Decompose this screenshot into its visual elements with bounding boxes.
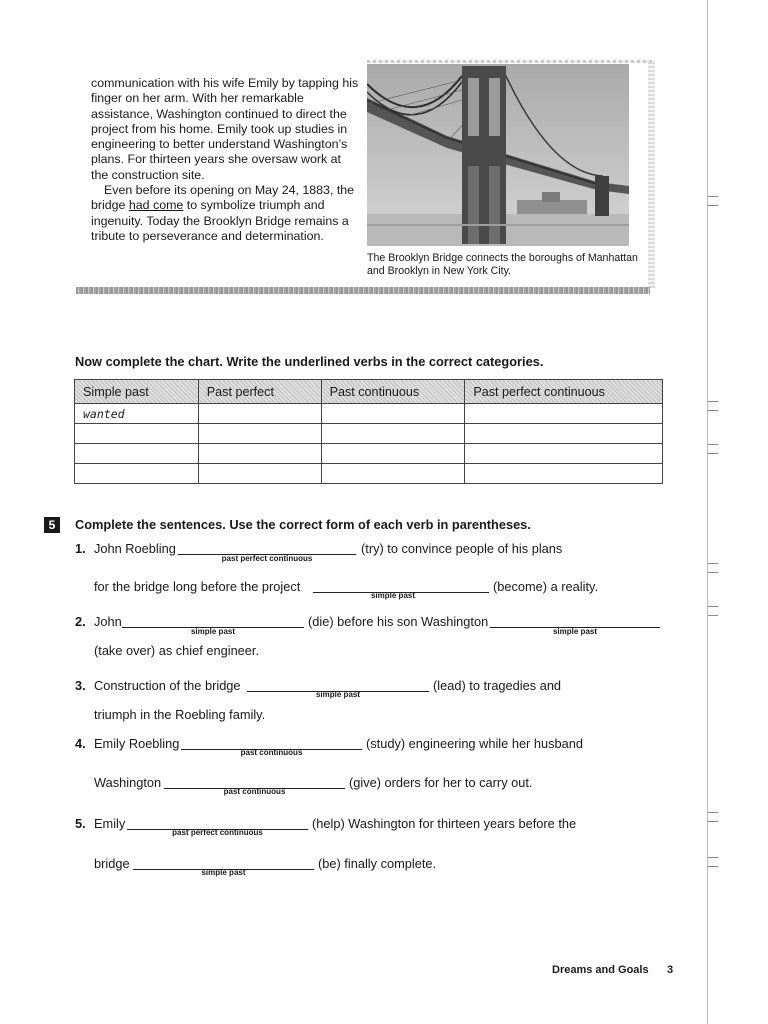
passage-paragraph	[91, 183, 359, 244]
section-divider	[76, 287, 650, 294]
margin-tick	[708, 812, 718, 822]
chart-cell[interactable]	[465, 404, 663, 424]
footer-unit-title: Dreams and Goals	[552, 964, 649, 976]
margin-tick	[708, 401, 718, 411]
item-number: 3.	[75, 678, 86, 693]
sentence-text: for the bridge long before the project	[94, 579, 301, 594]
chart-cell[interactable]	[198, 444, 321, 464]
tense-hint: past perfect continuous	[221, 554, 313, 563]
margin-tick	[708, 444, 718, 454]
chart-cell[interactable]	[465, 444, 663, 464]
sentence-text: Washington	[94, 775, 162, 790]
sentence-text: bridge	[94, 856, 130, 871]
chart-cell[interactable]	[321, 424, 465, 444]
chart-cell[interactable]	[198, 464, 321, 484]
item-number: 4.	[75, 736, 86, 751]
margin-tick	[708, 606, 718, 616]
sentence-text: (study) engineering while her husband	[366, 736, 583, 751]
exercise-instruction: Complete the sentences. Use the correct form of each verb in parentheses.	[75, 517, 531, 532]
photo-caption: The Brooklyn Bridge connects the boroughs of Manhattan and Brooklyn in New York City.	[367, 252, 638, 277]
chart-header-row	[75, 380, 663, 404]
margin-tick	[708, 563, 718, 573]
sentence-text: triumph in the Roebling family.	[94, 707, 266, 722]
chart-row	[75, 404, 663, 424]
item-number: 1.	[75, 541, 86, 556]
chart-cell[interactable]	[75, 444, 199, 464]
header-past-continuous: Past continuous	[321, 380, 465, 404]
chart-row	[75, 464, 663, 484]
sentence-text: (die) before his son Washington	[308, 614, 489, 629]
chart-cell[interactable]	[75, 464, 199, 484]
page-edge-rule	[707, 0, 708, 1024]
chart-row	[75, 424, 663, 444]
tense-hint: simple past	[552, 627, 597, 636]
sentence-text: (lead) to tragedies and	[433, 678, 562, 693]
chart-cell[interactable]	[465, 464, 663, 484]
photo-frame	[367, 60, 655, 63]
tense-hint: simple past	[190, 627, 235, 636]
sentence-text: (try) to convince people of his plans	[361, 541, 563, 556]
chart-row	[75, 444, 663, 464]
sentence-text: Construction of the bridge	[94, 678, 241, 693]
margin-tick	[708, 196, 718, 206]
item-number: 2.	[75, 614, 86, 629]
chart-cell[interactable]	[75, 424, 199, 444]
chart-cell[interactable]	[321, 444, 465, 464]
chart-cell-entry[interactable]: wanted	[75, 404, 199, 424]
sentence-text: (help) Washington for thirteen years before the	[312, 816, 577, 831]
tense-hint: past continuous	[240, 748, 303, 757]
reading-passage	[91, 76, 359, 244]
item-number: 5.	[75, 816, 86, 831]
verb-categories-chart	[74, 379, 663, 484]
passage-text: to symbolize triumph and ingenuity. Today the Brooklyn Bridge remains a tribute to perseverance and determination.	[91, 198, 349, 243]
brooklyn-bridge-photo	[367, 64, 629, 246]
sentence-text: John Roebling	[94, 541, 176, 556]
photo-frame	[648, 62, 655, 288]
underlined-verb: had come	[128, 198, 184, 213]
passage-text: Even before its opening on May 24, 1883, the bridge	[91, 183, 355, 213]
sentence-text: (give) orders for her to carry out.	[349, 775, 533, 790]
chart-cell[interactable]	[198, 424, 321, 444]
tense-hint: simple past	[370, 591, 415, 600]
sentence-text: John	[94, 614, 122, 629]
header-past-perfect: Past perfect	[198, 380, 321, 404]
sentence-text: Emily Roebling	[94, 736, 180, 751]
page-number: 3	[667, 964, 674, 976]
sentence-text: (be) finally complete.	[318, 856, 437, 871]
tense-hint: simple past	[315, 690, 360, 699]
chart-cell[interactable]	[465, 424, 663, 444]
chart-cell[interactable]	[321, 404, 465, 424]
chart-instruction: Now complete the chart. Write the underlined verbs in the correct categories.	[75, 354, 544, 369]
exercise-number-badge: 5	[44, 517, 60, 533]
sentence-text: (become) a reality.	[493, 579, 599, 594]
header-past-perfect-continuous: Past perfect continuous	[465, 380, 663, 404]
tense-hint: past perfect continuous	[172, 828, 263, 837]
tense-hint: past continuous	[223, 787, 286, 796]
tense-hint: simple past	[201, 868, 246, 877]
chart-cell[interactable]	[198, 404, 321, 424]
sentence-text: (take over) as chief engineer.	[94, 643, 260, 658]
passage-paragraph: communication with his wife Emily by tapping his finger on her arm. With her remarkable assistance, Washington continued to direct the project from his home. Emily took up studies in engineering to better understand Washington’s plans. For thirteen years she oversaw work at the construction site.	[91, 76, 359, 182]
chart-cell[interactable]	[321, 464, 465, 484]
bridge-illustration	[367, 64, 629, 246]
margin-tick	[708, 857, 718, 867]
sentence-text: Emily	[94, 816, 126, 831]
header-simple-past: Simple past	[75, 380, 199, 404]
